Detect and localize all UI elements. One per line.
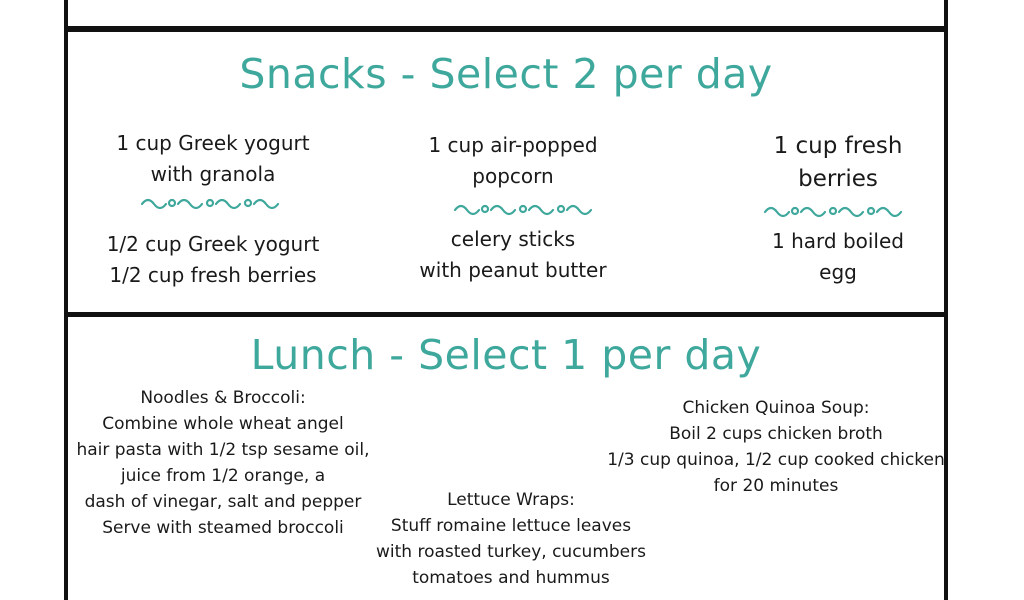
snack-6-line-2: egg: [819, 260, 857, 284]
snack-option-1: [98, 128, 328, 190]
breakfast-left-text: [126, 0, 297, 1]
lunch-item-line: tomatoes and hummus: [412, 568, 610, 588]
lunch-option-noodles-broccoli: [70, 385, 376, 541]
lunch-item-title: Lettuce Wraps:: [447, 490, 575, 510]
lunch-option-lettuce-wraps: [373, 487, 649, 591]
lunch-item-line: Combine whole wheat angel: [102, 414, 344, 434]
lunch-item-line: with roasted turkey, cucumbers: [376, 542, 646, 562]
snack-4-line-2: with peanut butter: [419, 258, 607, 282]
lunch-item-title: Noodles & Broccoli:: [140, 388, 306, 408]
snack-option-2: [98, 229, 328, 291]
snack-3-line-2: popcorn: [472, 164, 554, 188]
snacks-section: [64, 28, 948, 316]
divider-flourish-icon: [761, 202, 911, 220]
lunch-title: Lunch - Select 1 per day: [250, 331, 762, 379]
lunch-item-line: juice from 1/2 orange, a: [120, 466, 326, 486]
snack-option-3: [398, 130, 628, 192]
snack-3-line-1: 1 cup air-popped: [428, 133, 598, 157]
snack-5-line-2: berries: [798, 166, 878, 192]
snack-2-line-1: 1/2 cup Greek yogurt: [106, 232, 320, 256]
breakfast-right-text: [588, 0, 736, 1]
breakfast-section: [64, 0, 948, 30]
lunch-item-line: 1/3 cup quinoa, 1/2 cup cooked chicken: [607, 450, 945, 470]
lunch-item-line: dash of vinegar, salt and pepper: [84, 492, 362, 512]
snack-4-line-1: celery sticks: [450, 227, 576, 251]
lunch-item-title: Chicken Quinoa Soup:: [682, 398, 870, 418]
snack-6-line-1: 1 hard boiled: [772, 229, 904, 253]
snack-option-4: [398, 224, 628, 286]
snack-1-line-1: 1 cup Greek yogurt: [116, 131, 310, 155]
divider-flourish-icon: [451, 200, 601, 218]
lunch-item-line: Serve with steamed broccoli: [102, 518, 344, 538]
lunch-item-line: for 20 minutes: [713, 476, 839, 496]
lunch-item-line: hair pasta with 1/2 tsp sesame oil,: [76, 440, 370, 460]
snack-1-line-2: with granola: [150, 162, 276, 186]
lunch-option-chicken-quinoa-soup: [603, 395, 949, 499]
lunch-item-line: Stuff romaine lettuce leaves: [390, 516, 632, 536]
lunch-section: [64, 313, 948, 600]
snacks-title: Snacks - Select 2 per day: [239, 50, 773, 98]
snack-5-line-1: 1 cup fresh: [773, 133, 903, 159]
snack-option-6: [728, 226, 948, 288]
divider-flourish-icon: [138, 194, 288, 212]
snack-option-5: [728, 130, 948, 196]
snack-2-line-2: 1/2 cup fresh berries: [109, 263, 317, 287]
lunch-item-line: Boil 2 cups chicken broth: [669, 424, 883, 444]
